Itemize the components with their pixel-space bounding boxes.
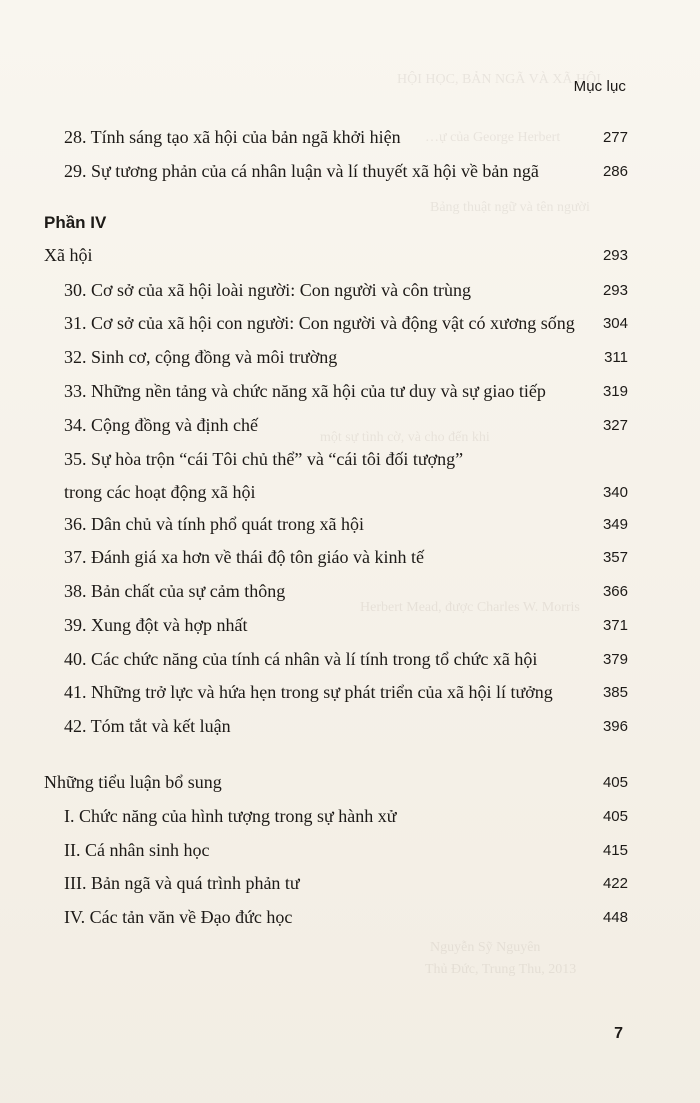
toc-entry-title: I. Chức năng của hình tượng trong sự hành xử: [64, 806, 397, 826]
toc-entry-title: III. Bản ngã và quá trình phản tư: [64, 873, 300, 893]
toc-entry-page: 385: [602, 684, 628, 701]
toc-supplement-entry-1[interactable]: [44, 806, 628, 832]
toc-entry-32[interactable]: [44, 347, 628, 373]
toc-entry-title: trong các hoạt động xã hội: [64, 482, 256, 502]
toc-entry-title: 36. Dân chủ và tính phổ quát trong xã hội: [64, 514, 364, 534]
toc-entry-37[interactable]: [44, 547, 628, 573]
toc-entry-page: 327: [602, 417, 628, 434]
running-head: Mục lục: [573, 78, 626, 95]
toc-entry-38[interactable]: [44, 581, 628, 607]
toc-entry-page: 340: [602, 484, 628, 501]
toc-entry-page: 422: [602, 875, 628, 892]
toc-entry-title: 39. Xung đột và hợp nhất: [64, 615, 248, 635]
show-through-text-2: …ự của George Herbert: [425, 130, 561, 145]
toc-entry-34[interactable]: [44, 415, 628, 441]
toc-entry-28[interactable]: [44, 127, 628, 153]
toc-entry-page: 293: [602, 282, 628, 299]
part-title: Phần IV: [44, 213, 107, 232]
toc-section-supplement[interactable]: [44, 772, 628, 798]
page-number: 7: [614, 1025, 623, 1042]
show-through-text-5: Herbert Mead, được Charles W. Morris: [360, 600, 580, 615]
toc-entry-title: 34. Cộng đồng và định chế: [64, 415, 258, 435]
toc-entry-page: 311: [604, 349, 628, 366]
toc-supplement-entry-2[interactable]: [44, 840, 628, 866]
toc-entry-33[interactable]: [44, 381, 628, 407]
toc-entry-title: 32. Sinh cơ, cộng đồng và môi trường: [64, 347, 338, 367]
toc-entry-title: 31. Cơ sở của xã hội con người: Con người và động vật có xương sống: [64, 313, 575, 333]
toc-entry-29[interactable]: [44, 161, 628, 187]
toc-entry-31[interactable]: [44, 313, 628, 339]
toc-entry-page: 405: [602, 808, 628, 825]
toc-entry-35[interactable]: [44, 449, 628, 475]
toc-section-title: Những tiểu luận bổ sung: [44, 772, 222, 792]
toc-entry-title: 33. Những nền tảng và chức năng xã hội của tư duy và sự giao tiếp: [64, 381, 546, 401]
show-through-text-4: một sự tình cờ, và cho đến khi: [320, 430, 490, 445]
toc-section-page: 293: [602, 247, 628, 264]
show-through-text-1: HỘI HỌC, BẢN NGÃ VÀ XÃ HỘI: [397, 72, 601, 87]
toc-entry-39[interactable]: [44, 615, 628, 641]
toc-entry-page: 371: [602, 617, 628, 634]
toc-entry-page: 319: [602, 383, 628, 400]
toc-entry-41[interactable]: [44, 682, 628, 708]
toc-section-xa-hoi[interactable]: [44, 245, 628, 271]
toc-entry-page: 448: [602, 909, 628, 926]
toc-entry-title: 42. Tóm tắt và kết luận: [64, 716, 231, 736]
show-through-text-7: Thủ Đức, Trung Thu, 2013: [425, 962, 577, 977]
toc-entry-30[interactable]: [44, 280, 628, 306]
toc-entry-page: 304: [602, 315, 628, 332]
toc-entry-title: 40. Các chức năng của tính cá nhân và lí tính trong tổ chức xã hội: [64, 649, 538, 669]
toc-entry-40[interactable]: [44, 649, 628, 675]
toc-entry-title: 35. Sự hòa trộn “cái Tôi chủ thể” và “cái tôi đối tượng”: [64, 449, 464, 469]
toc-entry-title: 41. Những trở lực và hứa hẹn trong sự phát triển của xã hội lí tưởng: [64, 682, 553, 702]
toc-entry-page: 379: [602, 651, 628, 668]
toc-entry-title: IV. Các tản văn về Đạo đức học: [64, 907, 293, 927]
show-through-text-3: Bảng thuật ngữ và tên người: [430, 200, 590, 215]
toc-entry-title: II. Cá nhân sinh học: [64, 840, 210, 860]
toc-section-title: Xã hội: [44, 245, 93, 265]
toc-entry-36[interactable]: [44, 514, 628, 540]
table-of-contents: [44, 0, 628, 1103]
toc-entry-title: 30. Cơ sở của xã hội loài người: Con người và côn trùng: [64, 280, 472, 300]
toc-entry-42[interactable]: [44, 716, 628, 742]
toc-entry-page: 357: [602, 549, 628, 566]
toc-supplement-entry-3[interactable]: [44, 873, 628, 899]
toc-entry-title: 29. Sự tương phản của cá nhân luận và lí thuyết xã hội về bản ngã: [64, 161, 539, 181]
toc-entry-page: 349: [602, 516, 628, 533]
toc-entry-title: 38. Bản chất của sự cảm thông: [64, 581, 286, 601]
toc-entry-page: 366: [602, 583, 628, 600]
toc-entry-page: 415: [602, 842, 628, 859]
toc-entry-title: 37. Đánh giá xa hơn về thái độ tôn giáo và kinh tế: [64, 547, 424, 567]
toc-entry-title: 28. Tính sáng tạo xã hội của bản ngã khởi hiện: [64, 127, 401, 147]
toc-entry-page: 396: [602, 718, 628, 735]
toc-entry-page: 286: [602, 163, 628, 180]
show-through-text-6: Nguyễn Sỹ Nguyên: [430, 940, 541, 955]
toc-entry-page: 277: [602, 129, 628, 146]
toc-supplement-entry-4[interactable]: [44, 907, 628, 933]
toc-section-page: 405: [602, 774, 628, 791]
toc-entry-35-continued[interactable]: [44, 482, 628, 508]
